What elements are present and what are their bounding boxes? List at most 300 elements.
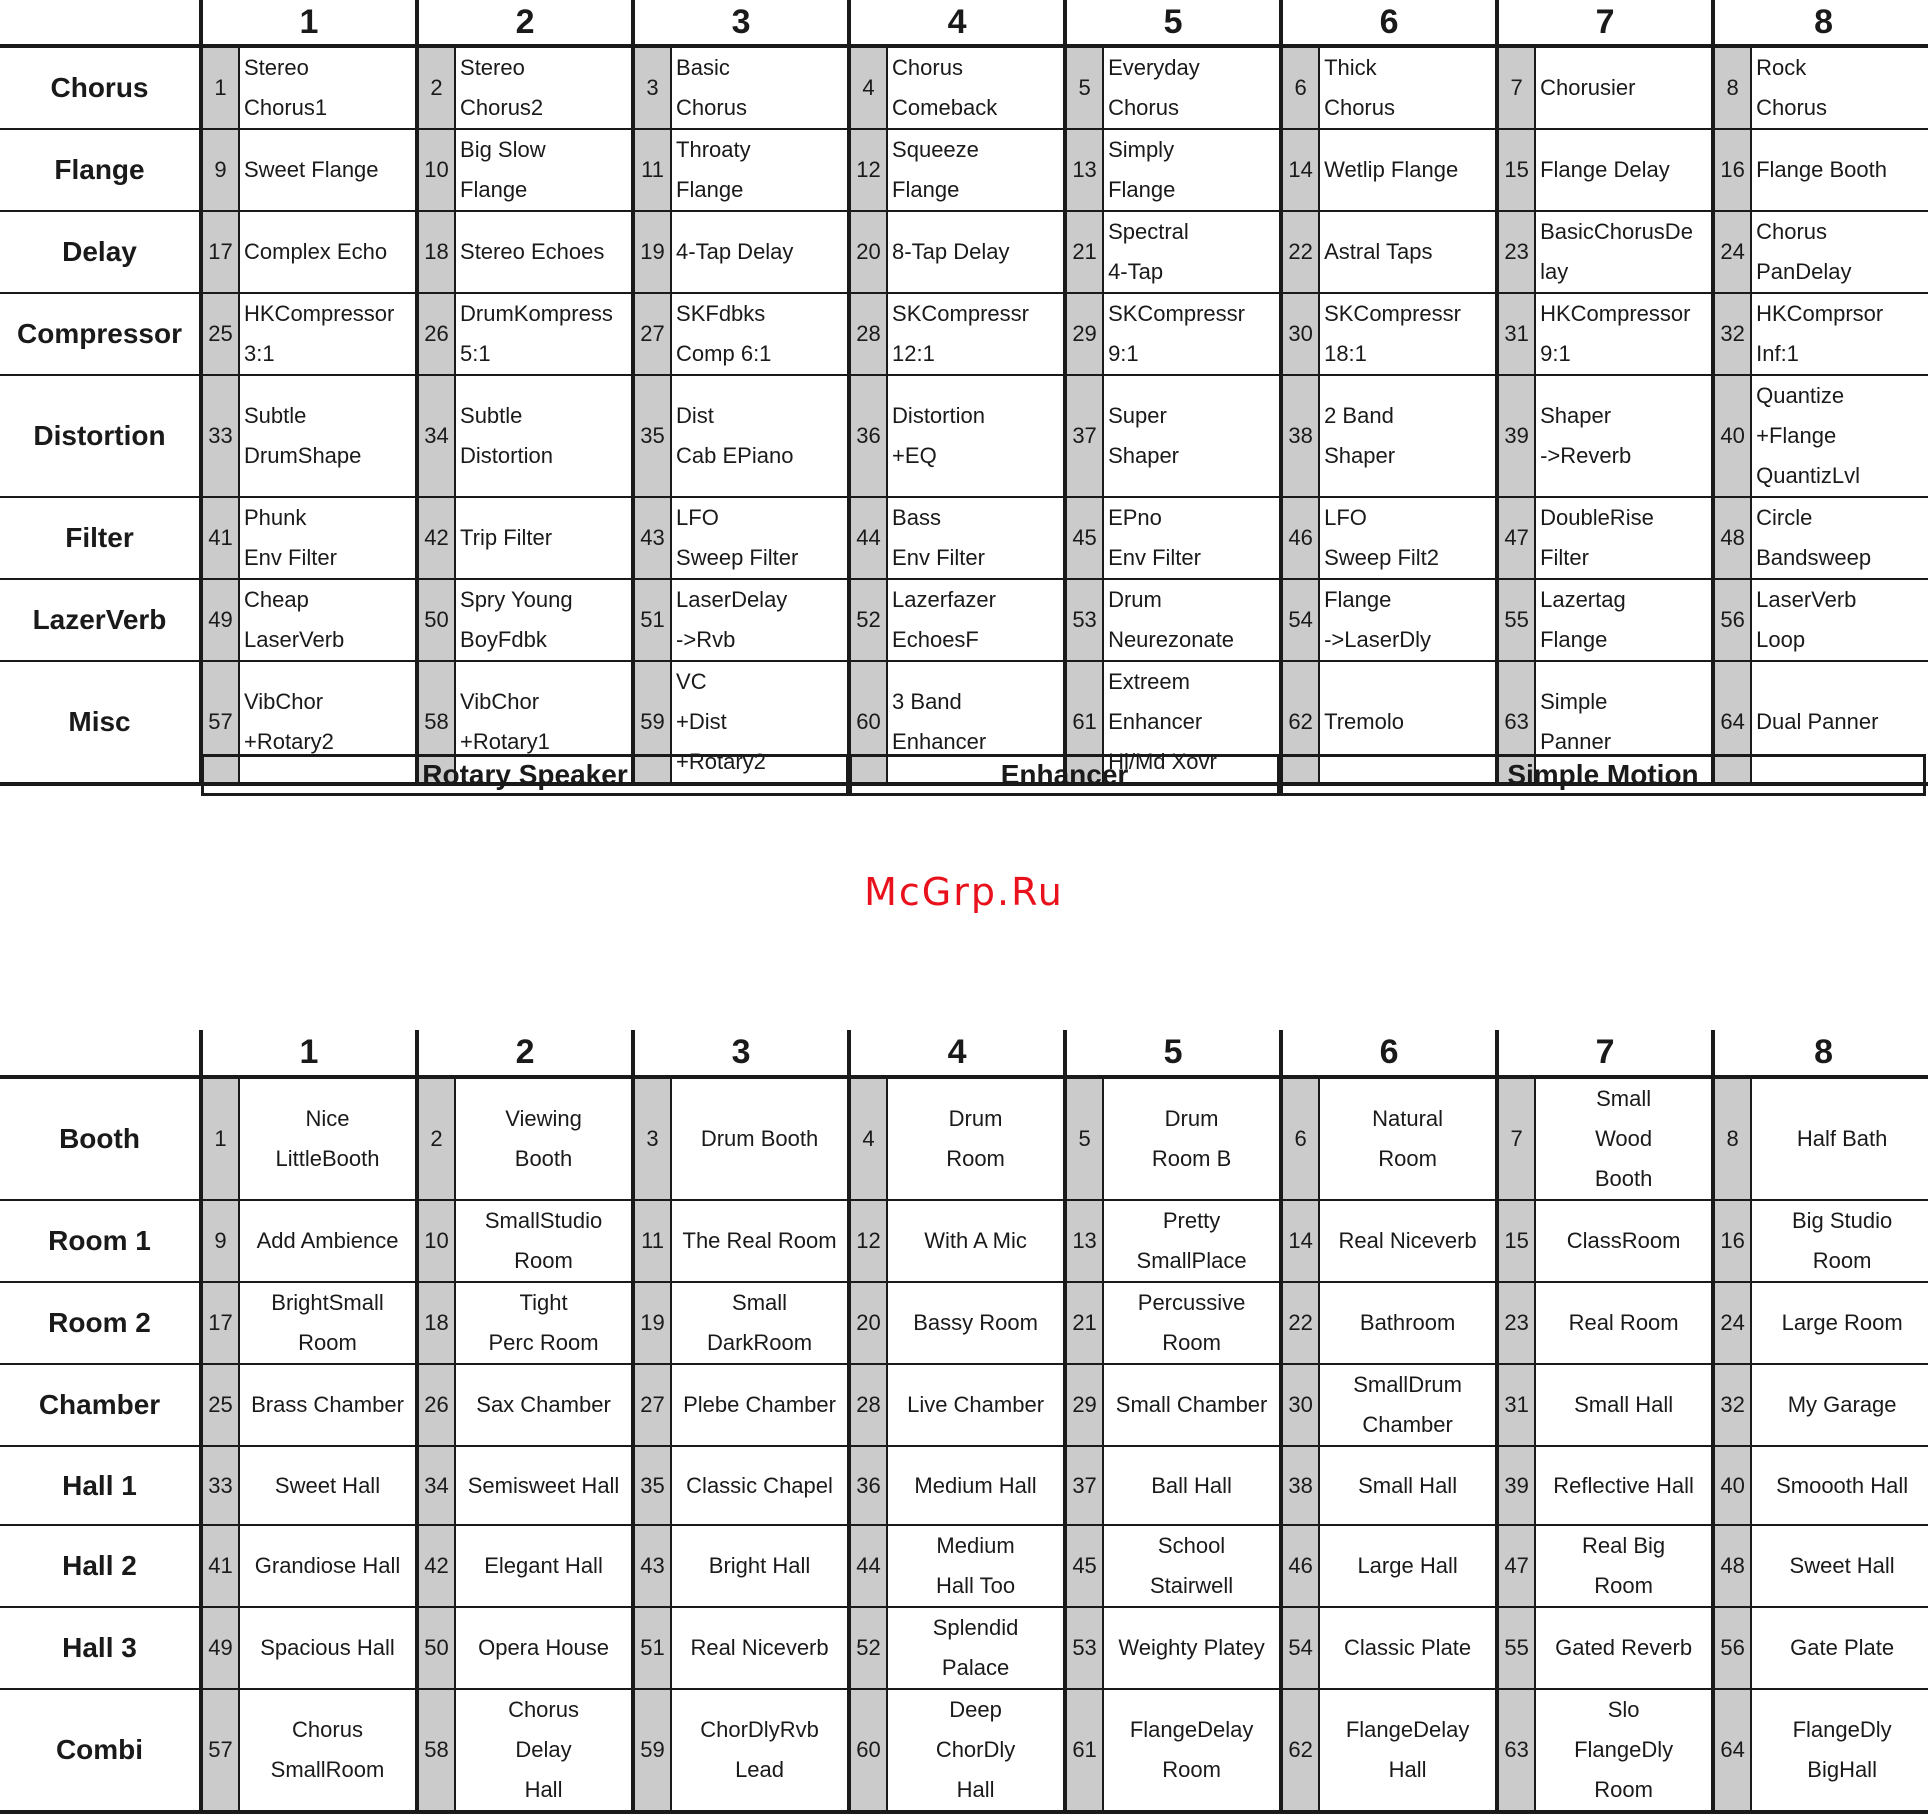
preset-name-line: Perc Room (488, 1330, 599, 1355)
preset-name-line: 4-Tap (1108, 259, 1164, 284)
preset-name-line: Lead (735, 1757, 785, 1782)
preset-number: 18 (417, 1282, 455, 1364)
preset-name (239, 1077, 417, 1200)
preset-number: 58 (417, 661, 455, 784)
column-number-5: 5 (1065, 1030, 1281, 1077)
preset-name (887, 1282, 1065, 1364)
preset-name-line: The Real Room (682, 1228, 837, 1253)
row-label: Distortion (0, 375, 201, 497)
preset-number: 48 (1713, 1525, 1751, 1607)
preset-number: 54 (1281, 579, 1319, 661)
preset-name-line: Phunk (244, 505, 307, 530)
preset-name-line: Small (732, 1290, 788, 1315)
preset-name (1751, 579, 1928, 661)
preset-number: 1 (201, 46, 239, 129)
preset-name (1751, 1200, 1928, 1282)
preset-name-line: DrumShape (244, 443, 362, 468)
preset-number: 17 (201, 1282, 239, 1364)
preset-name-line: DarkRoom (706, 1330, 813, 1355)
preset-number: 35 (633, 1446, 671, 1525)
preset-name-line: Tremolo (1324, 709, 1404, 734)
preset-name (1535, 211, 1713, 293)
preset-number: 5 (1065, 1077, 1103, 1200)
preset-name-line: BrightSmall (271, 1290, 384, 1315)
preset-name (239, 497, 417, 579)
preset-name (1535, 1446, 1713, 1525)
preset-name-line: +Rotary2 (244, 729, 334, 754)
preset-number: 53 (1065, 579, 1103, 661)
preset-name-line: Flange Booth (1756, 157, 1887, 182)
preset-number: 18 (417, 211, 455, 293)
preset-number: 14 (1281, 129, 1319, 211)
preset-name (1103, 1282, 1281, 1364)
preset-name-line: Sweep Filter (676, 545, 799, 570)
row-label: Delay (0, 211, 201, 293)
preset-number: 24 (1713, 1282, 1751, 1364)
preset-name (1319, 1282, 1497, 1364)
preset-name-line: Simple (1540, 689, 1608, 714)
preset-number: 5 (1065, 46, 1103, 129)
preset-name (1103, 375, 1281, 497)
preset-number: 27 (633, 293, 671, 375)
preset-number: 30 (1281, 293, 1319, 375)
preset-name (1103, 1525, 1281, 1607)
table-row (0, 497, 1928, 579)
preset-name (1751, 46, 1928, 129)
column-number-4: 4 (849, 0, 1065, 46)
preset-name-line: Room (1162, 1330, 1221, 1355)
group-enhancer: Enhancer (849, 754, 1280, 796)
preset-number: 3 (633, 46, 671, 129)
preset-name-line: +EQ (892, 443, 937, 468)
preset-name-line: Palace (941, 1655, 1010, 1680)
preset-name (1751, 1525, 1928, 1607)
preset-number: 21 (1065, 1282, 1103, 1364)
preset-name-line: Flange (1108, 177, 1176, 202)
preset-number: 57 (201, 661, 239, 784)
group-simple-motion: Simple Motion (1280, 754, 1926, 796)
preset-name (887, 375, 1065, 497)
preset-number: 52 (849, 579, 887, 661)
preset-name (1319, 497, 1497, 579)
preset-name-line: Shaper (1324, 443, 1396, 468)
table-row (0, 579, 1928, 661)
preset-name (1319, 46, 1497, 129)
preset-number: 43 (633, 497, 671, 579)
preset-name-line: Semisweet Hall (467, 1472, 620, 1498)
table-row (0, 1607, 1928, 1689)
preset-name (1319, 579, 1497, 661)
preset-number: 44 (849, 1525, 887, 1607)
preset-name-line: SmallStudio (484, 1208, 603, 1233)
preset-number: 19 (633, 211, 671, 293)
preset-name-line: FlangeDly (1574, 1737, 1674, 1762)
preset-name-line: Everyday (1108, 55, 1200, 80)
preset-number: 49 (201, 1607, 239, 1689)
preset-name (1103, 1364, 1281, 1446)
row-label: Hall 3 (0, 1607, 201, 1689)
preset-number: 55 (1497, 579, 1535, 661)
preset-name-line: ->LaserDly (1324, 627, 1432, 652)
preset-name-line: Chamber (1362, 1412, 1453, 1437)
preset-name-line: Distortion (460, 443, 553, 468)
preset-name-line: LFO (676, 505, 719, 530)
preset-name-line: Gate Plate (1790, 1635, 1895, 1660)
preset-name-line: ChorDly (935, 1737, 1016, 1762)
preset-name (455, 46, 633, 129)
preset-number: 41 (201, 497, 239, 579)
preset-number: 10 (417, 1200, 455, 1282)
preset-name (1751, 375, 1928, 497)
preset-number: 13 (1065, 1200, 1103, 1282)
preset-number: 8 (1713, 46, 1751, 129)
preset-number: 46 (1281, 497, 1319, 579)
preset-name (1535, 1607, 1713, 1689)
preset-name-line: Booth (1594, 1166, 1653, 1191)
preset-name-line: Chorus (1324, 95, 1395, 120)
row-label: LazerVerb (0, 579, 201, 661)
watermark: McGrp.Ru (864, 870, 1064, 914)
preset-number: 9 (201, 1200, 239, 1282)
preset-name (671, 1446, 849, 1525)
preset-name (887, 1364, 1065, 1446)
preset-name-line: BasicChorusDe (1540, 219, 1693, 244)
preset-name (1535, 46, 1713, 129)
preset-name-line: +Flange (1756, 423, 1837, 448)
preset-name-line: ChorDlyRvb (700, 1717, 819, 1742)
preset-name-line: Hall Too (936, 1573, 1016, 1598)
row-label: Filter (0, 497, 201, 579)
column-number-3: 3 (633, 1030, 849, 1077)
preset-number: 38 (1281, 375, 1319, 497)
preset-name-line: Nice (305, 1106, 350, 1131)
table-row (0, 129, 1928, 211)
preset-name-line: Real Niceverb (690, 1635, 829, 1660)
preset-name (1319, 1607, 1497, 1689)
preset-name-line: Squeeze (892, 137, 979, 162)
column-number-7: 7 (1497, 1030, 1713, 1077)
preset-name-line: Flange (1324, 587, 1392, 612)
preset-name (887, 211, 1065, 293)
table-row (0, 1200, 1928, 1282)
preset-name-line: Slo (1607, 1697, 1640, 1722)
preset-number: 45 (1065, 497, 1103, 579)
preset-name (1319, 129, 1497, 211)
preset-name-line: Classic Chapel (686, 1472, 833, 1498)
preset-number: 15 (1497, 1200, 1535, 1282)
preset-name (887, 46, 1065, 129)
preset-name-line: VC (676, 669, 707, 694)
preset-number: 63 (1497, 661, 1535, 784)
preset-number: 1 (201, 1077, 239, 1200)
preset-name-line: FlangeDelay (1129, 1717, 1254, 1742)
preset-name-line: Chorus (892, 55, 963, 80)
preset-number: 6 (1281, 1077, 1319, 1200)
preset-name (671, 129, 849, 211)
preset-number: 46 (1281, 1525, 1319, 1607)
preset-number: 63 (1497, 1689, 1535, 1812)
preset-name-line: 8-Tap Delay (892, 239, 1010, 264)
preset-name-line: 9:1 (1540, 341, 1571, 366)
preset-number: 21 (1065, 211, 1103, 293)
reverb-table-2 (0, 1030, 1928, 1814)
preset-number: 37 (1065, 1446, 1103, 1525)
preset-number: 20 (849, 211, 887, 293)
preset-name-line: Small (1596, 1086, 1652, 1111)
preset-number: 60 (849, 1689, 887, 1812)
preset-name (239, 1364, 417, 1446)
preset-number: 59 (633, 1689, 671, 1812)
preset-name (1535, 375, 1713, 497)
preset-number: 64 (1713, 661, 1751, 784)
preset-number: 10 (417, 129, 455, 211)
preset-name-line: Sweet Hall (274, 1472, 381, 1498)
preset-number: 29 (1065, 1364, 1103, 1446)
preset-number: 60 (849, 661, 887, 784)
preset-name-line: Distortion (892, 403, 985, 428)
preset-number: 35 (633, 375, 671, 497)
preset-name-line: Shaper (1540, 403, 1612, 428)
preset-name (1751, 497, 1928, 579)
preset-number: 51 (633, 1607, 671, 1689)
preset-name-line: Flange (1540, 627, 1608, 652)
preset-name-line: 9:1 (1108, 341, 1139, 366)
preset-name-line: My Garage (1787, 1392, 1897, 1417)
preset-name-line: BigHall (1807, 1757, 1877, 1782)
preset-name-line: SKCompressr (1108, 301, 1245, 326)
preset-name-line: Sweep Filt2 (1324, 545, 1440, 570)
preset-name-line: LittleBooth (275, 1146, 380, 1171)
preset-number: 27 (633, 1364, 671, 1446)
column-number-8: 8 (1713, 0, 1928, 46)
preset-name-line: Sweet Flange (244, 157, 379, 182)
preset-name-line: Half Bath (1796, 1126, 1888, 1151)
preset-name (671, 46, 849, 129)
preset-name-line: QuantizLvl (1756, 463, 1861, 488)
preset-name (455, 1446, 633, 1525)
preset-name-line: Wood (1595, 1126, 1653, 1151)
preset-name-line: Loop (1756, 627, 1806, 652)
preset-name (1535, 1282, 1713, 1364)
column-number-3: 3 (633, 0, 849, 46)
preset-name-line: Chorus2 (460, 95, 544, 120)
preset-name-line: Medium Hall (914, 1472, 1037, 1498)
preset-name (1319, 1200, 1497, 1282)
preset-name-line: Large Room (1781, 1310, 1903, 1335)
preset-number: 12 (849, 129, 887, 211)
preset-name-line: Drum (1108, 587, 1162, 612)
preset-number: 31 (1497, 1364, 1535, 1446)
preset-name-line: Lazertag (1540, 587, 1626, 612)
preset-number: 56 (1713, 579, 1751, 661)
preset-number: 7 (1497, 46, 1535, 129)
preset-number: 43 (633, 1525, 671, 1607)
preset-name-line: Room (1594, 1777, 1653, 1802)
preset-name-line: Lazerfazer (892, 587, 996, 612)
preset-name (1751, 1364, 1928, 1446)
preset-number: 62 (1281, 1689, 1319, 1812)
preset-name-line: Hi/Md Xovr (1108, 749, 1217, 774)
preset-number: 59 (633, 661, 671, 784)
preset-name-line: Dual Panner (1756, 709, 1879, 734)
preset-name (455, 1607, 633, 1689)
preset-name-line: 3 Band (892, 689, 962, 714)
preset-name-line: Small Chamber (1115, 1392, 1268, 1417)
preset-number: 24 (1713, 211, 1751, 293)
preset-name-line: 3:1 (244, 341, 275, 366)
column-number-7: 7 (1497, 0, 1713, 46)
preset-name-line: Flange (676, 177, 744, 202)
preset-name-line: 5:1 (460, 341, 491, 366)
preset-name (455, 579, 633, 661)
preset-name-line: Grandiose Hall (254, 1553, 401, 1578)
preset-name (887, 1525, 1065, 1607)
preset-name (1319, 375, 1497, 497)
preset-name-line: FlangeDelay (1345, 1717, 1470, 1742)
preset-number: 40 (1713, 1446, 1751, 1525)
preset-name-line: 18:1 (1324, 341, 1367, 366)
preset-name-line: Delay (515, 1737, 572, 1762)
preset-name (455, 1200, 633, 1282)
preset-number: 33 (201, 375, 239, 497)
group-rotary-speaker: Rotary Speaker (201, 754, 849, 796)
preset-name (1103, 211, 1281, 293)
preset-name (239, 1607, 417, 1689)
preset-name-line: Bandsweep (1756, 545, 1872, 570)
table-row (0, 1689, 1928, 1812)
preset-name-line: Weighty Platey (1118, 1635, 1265, 1660)
preset-name-line: Quantize (1756, 383, 1845, 408)
preset-name-line: Ball Hall (1151, 1472, 1232, 1498)
preset-name (455, 497, 633, 579)
preset-name-line: Complex Echo (244, 239, 388, 264)
table-row (0, 293, 1928, 375)
preset-number: 20 (849, 1282, 887, 1364)
preset-name (1103, 1607, 1281, 1689)
preset-name-line: Flange (460, 177, 528, 202)
preset-name-line: Room B (1151, 1146, 1232, 1171)
preset-number: 33 (201, 1446, 239, 1525)
preset-number: 37 (1065, 375, 1103, 497)
row-label: Misc (0, 661, 201, 784)
preset-name-line: Comp 6:1 (676, 341, 772, 366)
preset-name-line: With A Mic (924, 1228, 1027, 1253)
preset-name-line: Stairwell (1150, 1573, 1234, 1598)
preset-name-line: DoubleRise (1540, 505, 1654, 530)
preset-name (455, 211, 633, 293)
preset-name (1535, 579, 1713, 661)
corner-cell (0, 1030, 201, 1077)
preset-number: 42 (417, 1525, 455, 1607)
preset-name (671, 1282, 849, 1364)
preset-name-line: Hall (1388, 1757, 1427, 1782)
preset-number: 8 (1713, 1077, 1751, 1200)
preset-name-line: Trip Filter (460, 525, 553, 550)
preset-name-line: SKFdbks (676, 301, 766, 326)
preset-name-line: Elegant Hall (484, 1553, 603, 1578)
preset-name (455, 1077, 633, 1200)
row-label: Booth (0, 1077, 201, 1200)
preset-name (671, 1689, 849, 1812)
row-label: Hall 2 (0, 1525, 201, 1607)
preset-name (671, 211, 849, 293)
preset-name-line: Deep (949, 1697, 1002, 1722)
preset-name-line: Viewing (505, 1106, 582, 1131)
preset-name-line: Real Niceverb (1338, 1228, 1477, 1253)
preset-name-line: Chorus (1756, 95, 1828, 120)
preset-name (671, 1200, 849, 1282)
preset-name-line: Room (1594, 1573, 1653, 1598)
preset-name-line: Chorus (1108, 95, 1179, 120)
table-row (0, 211, 1928, 293)
preset-number: 26 (417, 293, 455, 375)
preset-number: 50 (417, 1607, 455, 1689)
preset-number: 62 (1281, 661, 1319, 784)
preset-name-line: SmallPlace (1136, 1248, 1247, 1273)
preset-name (1535, 1077, 1713, 1200)
preset-number: 26 (417, 1364, 455, 1446)
preset-name-line: ->Reverb (1540, 443, 1632, 468)
preset-name (1103, 46, 1281, 129)
preset-name (671, 375, 849, 497)
preset-name-line: Spacious Hall (260, 1635, 395, 1660)
preset-name-line: Splendid (932, 1615, 1019, 1640)
preset-name-line: Stereo (460, 55, 525, 80)
preset-name-line: Room (514, 1248, 573, 1273)
preset-name (239, 1525, 417, 1607)
preset-name-line: ->Rvb (676, 627, 736, 652)
preset-name-line: Bassy Room (913, 1310, 1038, 1335)
preset-name (1103, 1689, 1281, 1812)
preset-name-line: SKCompressr (892, 301, 1029, 326)
preset-name (1751, 1689, 1928, 1812)
preset-name (1319, 1077, 1497, 1200)
preset-name-line: Panner (1540, 729, 1612, 754)
preset-name-line: Stereo (244, 55, 309, 80)
preset-number: 38 (1281, 1446, 1319, 1525)
preset-name-line: Chorusier (1540, 75, 1636, 100)
preset-name-line: Real Room (1568, 1310, 1679, 1335)
preset-name (671, 579, 849, 661)
preset-name-line: Rock (1756, 55, 1807, 80)
preset-number: 34 (417, 1446, 455, 1525)
preset-name (1535, 129, 1713, 211)
preset-name-line: Medium (936, 1533, 1015, 1558)
preset-name (887, 1200, 1065, 1282)
column-number-2: 2 (417, 0, 633, 46)
preset-name-line: Thick (1324, 55, 1377, 80)
preset-name-line: Room (1378, 1146, 1437, 1171)
preset-number: 61 (1065, 661, 1103, 784)
preset-name (1535, 497, 1713, 579)
preset-name-line: Large Hall (1357, 1553, 1458, 1578)
preset-number: 23 (1497, 1282, 1535, 1364)
preset-name-line: Brass Chamber (251, 1392, 404, 1417)
preset-name-line: Subtle (244, 403, 307, 428)
preset-name (1103, 579, 1281, 661)
preset-name-line: Filter (1540, 545, 1589, 570)
preset-name-line: Small Hall (1574, 1392, 1674, 1417)
preset-name-line: +Rotary1 (460, 729, 550, 754)
table-row (0, 1446, 1928, 1525)
preset-name (239, 46, 417, 129)
preset-name (239, 293, 417, 375)
preset-name (239, 129, 417, 211)
preset-name-line: Extreem (1108, 669, 1190, 694)
preset-number: 41 (201, 1525, 239, 1607)
preset-name (1535, 1525, 1713, 1607)
preset-name (1751, 1077, 1928, 1200)
